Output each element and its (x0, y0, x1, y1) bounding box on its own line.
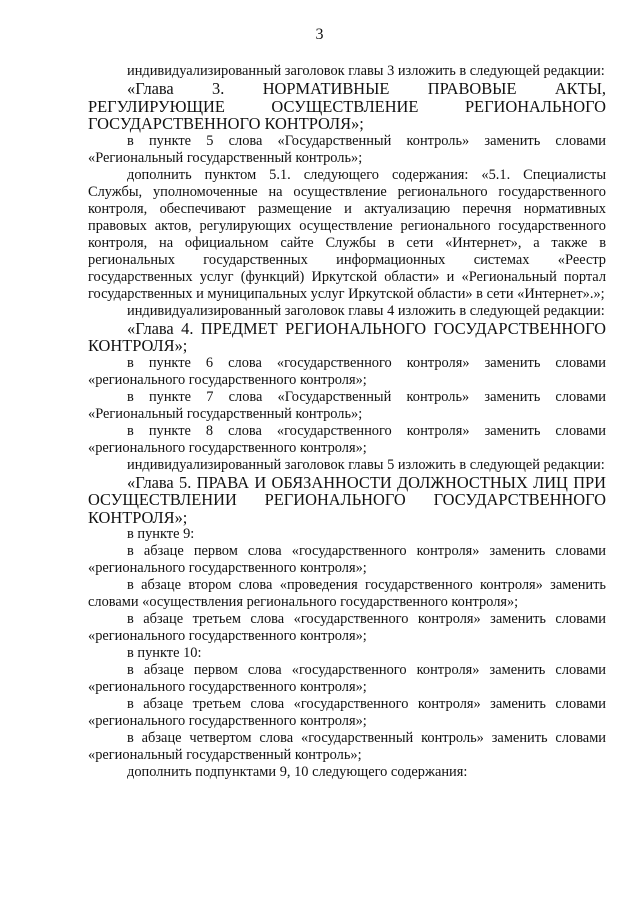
paragraph: индивидуализированный заголовок главы 4 изложить в следующей редакции: (127, 302, 605, 319)
paragraph: в абзаце втором слова «проведения государственного контроля» заменить словами «осуществления регионального государственного контроля»; (88, 577, 606, 610)
page-number: 3 (315, 26, 324, 43)
paragraph: в пункте 6 слова «государственного контроля» заменить словами «регионального государственного контроля»; (88, 354, 606, 388)
paragraph: индивидуализированный заголовок главы 5 изложить в следующей редакции: (127, 456, 605, 473)
paragraph: в абзаце третьем слова «государственного контроля» заменить словами «регионального государственного контроля»; (88, 696, 606, 729)
paragraph: в абзаце первом слова «государственного контроля» заменить словами «регионального государственного контроля»; (88, 662, 606, 695)
paragraph: в пункте 5 слова «Государственный контроль» заменить словами «Региональный государственный контроль»; (88, 132, 606, 166)
paragraph: в пункте 9: (127, 526, 195, 542)
document-body (88, 63, 606, 781)
paragraph: в абзаце третьем слова «государственного контроля» заменить словами «регионального государственного контроля»; (88, 611, 606, 644)
paragraph: индивидуализированный заголовок главы 3 изложить в следующей редакции: (127, 63, 605, 79)
paragraph: дополнить пунктом 5.1. следующего содержания: «5.1. Специалисты Службы, уполномоченные на осуществление регионального государственного контроля, обеспечивают размещение и актуализацию перечня нормативных правовых актов, регулирующих осуществление регионального государственного контроля, на официальном сайте Службы в сети «Интернет», а также в региональных государственных информационных системах «Реестр государственных услуг (функций) Иркутской области» и «Региональный портал государственных и муниципальных услуг Иркутской области» в сети «Интернет».»; (88, 166, 606, 302)
paragraph: в пункте 8 слова «государственного контроля» заменить словами «регионального государственного контроля»; (88, 422, 606, 456)
paragraph: дополнить подпунктами 9, 10 следующего содержания: (127, 764, 468, 780)
paragraph: в пункте 10: (127, 645, 202, 661)
chapter-heading: «Глава 5. ПРАВА И ОБЯЗАННОСТИ ДОЛЖНОСТНЫХ ЛИЦ ПРИ ОСУЩЕСТВЛЕНИИ РЕГИОНАЛЬНОГО ГОСУДАРСТВЕННОГО КОНТРОЛЯ»; (88, 472, 606, 527)
paragraph: в пункте 7 слова «Государственный контроль» заменить словами «Региональный государственный контроль»; (88, 388, 606, 422)
paragraph: в абзаце первом слова «государственного контроля» заменить словами «регионального государственного контроля»; (88, 543, 606, 576)
paragraph: в абзаце четвертом слова «государственный контроль» заменить словами «региональный государственный контроль»; (88, 730, 606, 763)
chapter-heading: «Глава 3. НОРМАТИВНЫЕ ПРАВОВЫЕ АКТЫ, РЕГУЛИРУЮЩИЕ ОСУЩЕСТВЛЕНИЕ РЕГИОНАЛЬНОГО ГОСУДАРСТВЕННОГО КОНТРОЛЯ»; (88, 79, 606, 133)
chapter-heading: «Глава 4. ПРЕДМЕТ РЕГИОНАЛЬНОГО ГОСУДАРСТВЕННОГО КОНТРОЛЯ»; (88, 318, 606, 355)
